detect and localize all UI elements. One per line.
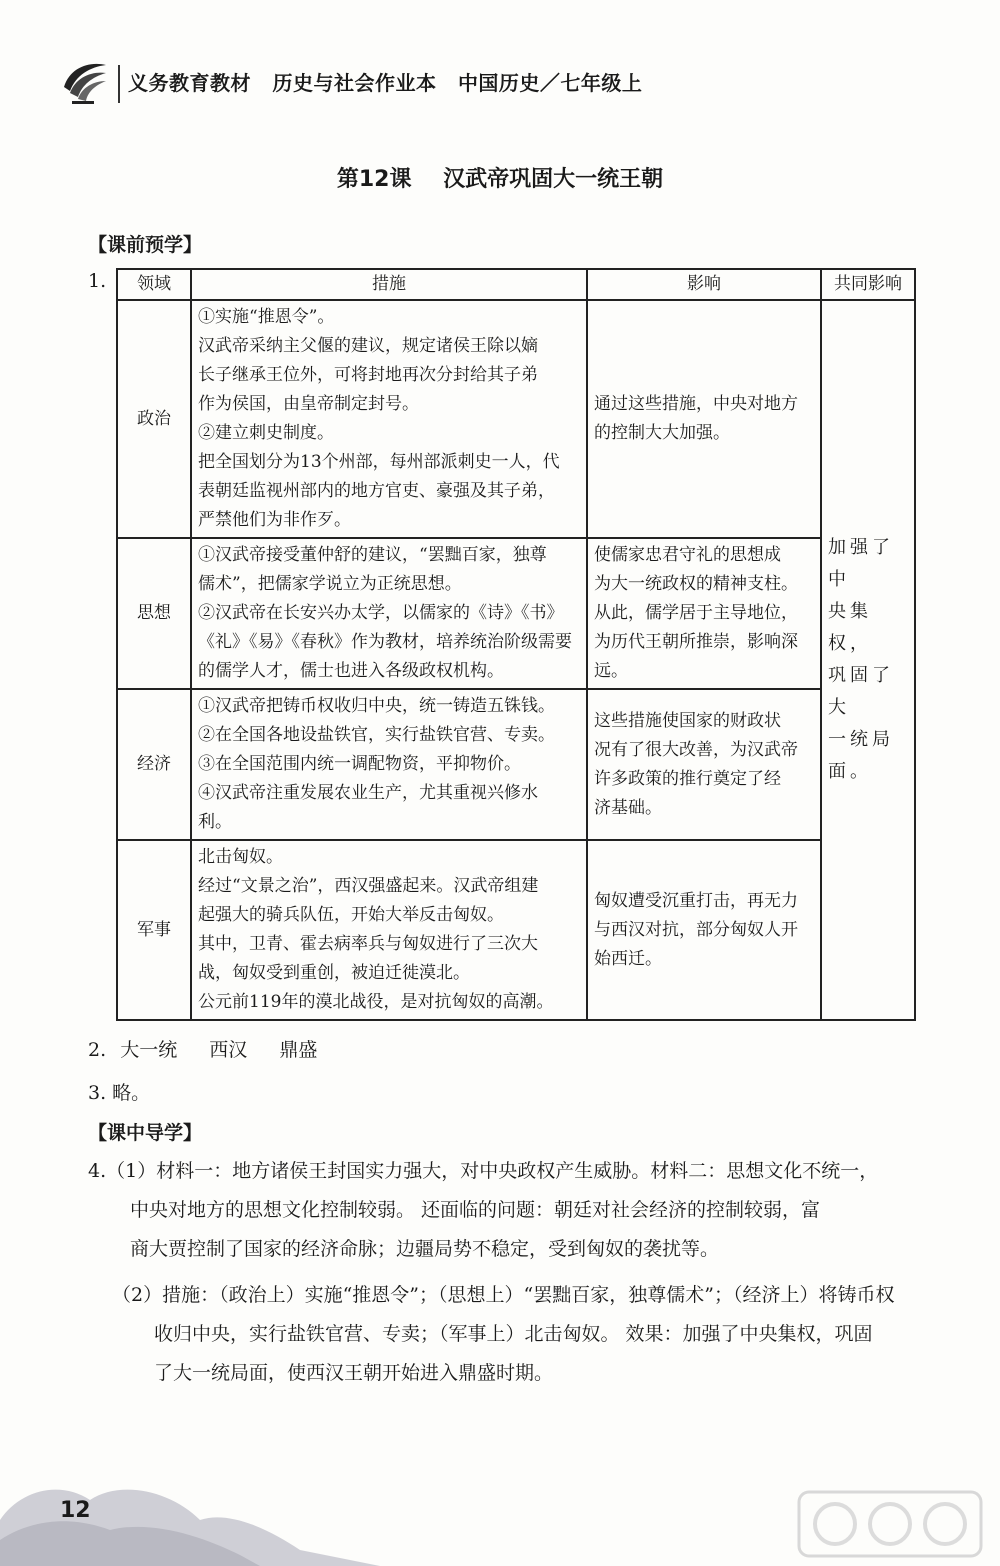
header-divider — [118, 65, 120, 103]
page-number: 12 — [60, 1498, 91, 1523]
text-line: ②汉武帝在长安兴办太学，以儒家的《诗》《书》 — [198, 603, 564, 623]
text-line: 起强大的骑兵队伍，开始大举反击匈奴。 — [198, 905, 504, 925]
text-line: 始西迁。 — [594, 948, 662, 969]
text-line: 加强了中 — [828, 537, 894, 590]
text-line: ①实施“推恩令”。 — [198, 307, 335, 327]
text-line: 收归中央，实行盐铁官营、专卖；（军事上）北击匈奴。 效果：加强了中央集权，巩固 — [154, 1323, 873, 1345]
text-line: 这些措施使国家的财政状 — [594, 710, 781, 731]
measures-cell — [191, 689, 587, 840]
text-line: 从此，儒学居于主导地位， — [594, 603, 798, 623]
text-line: 4.（1）材料一：地方诸侯王封国实力强大，对中央政权产生威胁。材料二：思想文化不统一， — [88, 1160, 879, 1182]
text-line: 表朝廷监视州部内的地方官吏、豪强及其子弟， — [198, 481, 555, 501]
text-line: 一统局 — [828, 729, 894, 750]
question-2-number: 2. — [88, 1039, 107, 1061]
text-line: 儒术”，把儒家学说立为正统思想。 — [198, 574, 462, 594]
text-line: 济基础。 — [594, 797, 662, 818]
text-line: 战，匈奴受到重创，被迫迁徙漠北。 — [198, 963, 470, 983]
text-line: 汉武帝采纳主父偃的建议，规定诸侯王除以嫡 — [198, 336, 538, 356]
text-line: 巩固了大 — [828, 665, 894, 718]
question-2-answer — [88, 1035, 343, 1062]
answer-item: 西汉 — [209, 1039, 248, 1061]
header-book: 历史与社会作业本 — [272, 71, 437, 95]
text-line: 匈奴遭受沉重打击，再无力 — [594, 890, 798, 911]
section-pre-study: 【课前预学】 — [88, 234, 203, 256]
text-line: 利。 — [198, 812, 232, 832]
header-measures: 措施 — [191, 269, 587, 300]
text-line: 北击匈奴。 — [198, 847, 283, 867]
header-text — [128, 67, 656, 96]
table-row — [117, 300, 915, 538]
text-line: ①汉武帝把铸币权收归中央，统一铸造五铢钱。 — [198, 696, 555, 716]
table-header-row — [117, 269, 915, 300]
table-row — [117, 689, 915, 840]
watermark-logo-icon — [795, 1488, 985, 1560]
answer-item: 大一统 — [120, 1039, 178, 1061]
text-line: 许多政策的推行奠定了经 — [594, 768, 781, 789]
text-line: 经过“文景之治”，西汉强盛起来。汉武帝组建 — [198, 876, 539, 896]
lesson-number: 第12课 — [336, 167, 412, 192]
text-line: 况有了很大改善，为汉武帝 — [594, 739, 798, 760]
section-in-class: 【课中导学】 — [88, 1122, 203, 1144]
measures-cell — [191, 840, 587, 1020]
text-line: ②在全国各地设盐铁官，实行盐铁官营、专卖。 — [198, 725, 555, 745]
text-line: 把全国划分为13个州部，每州部派刺史一人，代 — [198, 452, 560, 472]
text-line: 《礼》《易》《春秋》作为教材，培养统治阶级需要 — [198, 632, 572, 652]
field-cell: 经济 — [117, 689, 191, 840]
header-field: 领域 — [117, 269, 191, 300]
text-line: 严禁他们为非作歹。 — [198, 510, 351, 530]
field-cell: 军事 — [117, 840, 191, 1020]
text-line: 使儒家忠君守礼的思想成 — [594, 545, 781, 565]
text-line: 了大一统局面，使西汉王朝开始进入鼎盛时期。 — [154, 1362, 554, 1384]
text-line: 其中，卫青、霍去病率兵与匈奴进行了三次大 — [198, 934, 538, 954]
text-line: ③在全国范围内统一调配物资，平抑物价。 — [198, 754, 521, 774]
field-cell: 政治 — [117, 300, 191, 538]
text-line: 公元前119年的漠北战役，是对抗匈奴的高潮。 — [198, 992, 554, 1012]
text-line: 作为侯国，由皇帝制定封号。 — [198, 394, 419, 414]
impact-cell — [587, 300, 821, 538]
impact-cell — [587, 538, 821, 689]
header-impact: 影响 — [587, 269, 821, 300]
publisher-logo-icon — [60, 57, 110, 105]
lesson-name: 汉武帝巩固大一统王朝 — [443, 167, 664, 192]
footer-decoration-icon — [0, 1460, 380, 1566]
answer-item: 鼎盛 — [279, 1039, 318, 1061]
question-4-part-2 — [112, 1276, 932, 1393]
measures-cell — [191, 300, 587, 538]
text-line: 面。 — [828, 761, 872, 782]
measures-table — [116, 268, 916, 1021]
text-line: 远。 — [594, 661, 628, 681]
header-common-impact: 共同影响 — [821, 269, 915, 300]
impact-cell — [587, 840, 821, 1020]
text-line: 的儒学人才，儒士也进入各级政权机构。 — [198, 661, 504, 681]
text-line: ①汉武帝接受董仲舒的建议，“罢黜百家，独尊 — [198, 545, 547, 565]
impact-cell — [587, 689, 821, 840]
text-line: 长子继承王位外，可将封地再次分封给其子弟 — [198, 365, 538, 385]
question-4-part-1 — [88, 1152, 928, 1269]
table-row — [117, 538, 915, 689]
lesson-title — [0, 162, 1000, 193]
text-line: 央集权， — [828, 601, 872, 654]
text-line: 商大贾控制了国家的经济命脉；边疆局势不稳定，受到匈奴的袭扰等。 — [130, 1238, 720, 1260]
text-line: 通过这些措施，中央对地方 — [594, 394, 798, 414]
text-line: ④汉武帝注重发展农业生产，尤其重视兴修水 — [198, 783, 538, 803]
question-1-number: 1. — [88, 270, 107, 292]
text-line: 为历代王朝所推崇，影响深 — [594, 632, 798, 652]
header-subject: 中国历史／七年级上 — [457, 71, 643, 95]
text-line: 与西汉对抗，部分匈奴人开 — [594, 919, 798, 940]
text-line: 中央对地方的思想文化控制较弱。 还面临的问题：朝廷对社会经济的控制较弱，富 — [130, 1199, 821, 1221]
measures-cell — [191, 538, 587, 689]
page-header — [60, 55, 960, 115]
text-line: 的控制大大加强。 — [594, 423, 730, 443]
common-impact-cell — [821, 300, 915, 1020]
table-row — [117, 840, 915, 1020]
text-line: （2）措施：（政治上）实施“推恩令”；（思想上）“罢黜百家，独尊儒术”；（经济上）将铸币权 — [112, 1284, 895, 1306]
header-series: 义务教育教材 — [128, 71, 251, 95]
question-3-answer: 3. 略。 — [88, 1082, 151, 1104]
text-line: ②建立刺史制度。 — [198, 423, 334, 443]
text-line: 为大一统政权的精神支柱。 — [594, 574, 798, 594]
field-cell: 思想 — [117, 538, 191, 689]
